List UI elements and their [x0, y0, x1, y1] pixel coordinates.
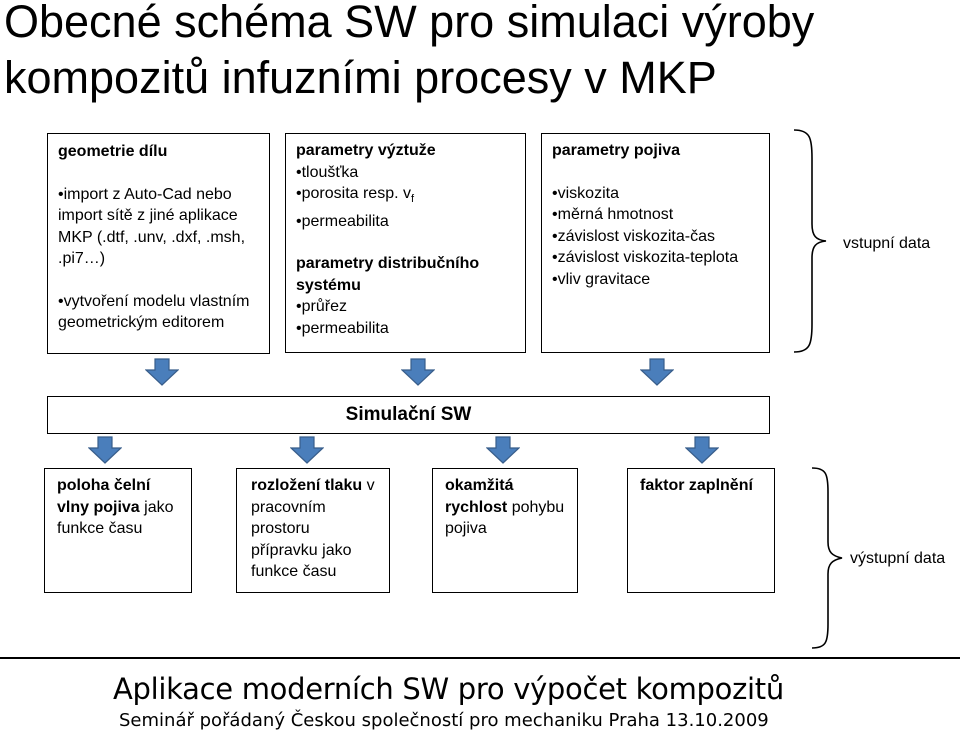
simulation-box — [47, 396, 770, 434]
footer-title: Aplikace moderních SW pro výpočet kompozitů — [113, 672, 784, 706]
viscosity-temperature-item: • závislost viskozita-teplota — [552, 247, 759, 269]
output-box-velocity — [432, 468, 578, 593]
output-bold-text: rozložení tlaku — [251, 477, 363, 494]
output-bold-text: okamžitá rychlost — [445, 477, 514, 516]
porosity-text: porosita resp. v — [301, 185, 411, 202]
output-bold-text: faktor zaplnění — [640, 477, 753, 494]
resin-input-box — [541, 133, 770, 353]
output-box-wavefront — [44, 468, 192, 593]
arrow-down-icon — [290, 436, 324, 464]
arrow-down-icon — [88, 436, 122, 464]
slide-title: Obecné schéma SW pro simulaci výroby kompozitů infuzními procesy v MKP — [4, 0, 815, 103]
resin-heading: parametry pojiva — [552, 142, 681, 159]
output-data-label: výstupní data — [850, 550, 946, 567]
geometry-input-box — [47, 133, 270, 354]
gravity-item: • vliv gravitace — [552, 269, 759, 291]
distribution-heading: parametry distribučního systému — [296, 255, 480, 294]
arrow-down-icon — [640, 358, 674, 386]
arrow-down-icon — [486, 436, 520, 464]
arrow-down-icon — [685, 436, 719, 464]
footer-subtitle: Seminář pořádaný Českou společností pro mechaniku Praha 13.10.2009 — [119, 710, 769, 731]
output-box-pressure — [236, 468, 390, 593]
thickness-item: • tloušťka — [296, 162, 515, 184]
permeability-item: • permeabilita — [296, 211, 515, 233]
output-box-fill-factor — [627, 468, 775, 593]
reinforcement-heading: parametry výztuže — [296, 142, 436, 159]
arrow-down-icon — [401, 358, 435, 386]
viscosity-item: • viskozita — [552, 183, 759, 205]
geometry-import-item: • import z Auto-Cad nebo import sítě z jiné aplikace MKP (.dtf, .unv, .dxf, .msh, .pi7…) — [58, 184, 259, 270]
porosity-subscript: f — [411, 193, 415, 206]
simulation-label: Simulační SW — [345, 404, 472, 425]
output-normal-text: pohybu pojiva — [445, 498, 565, 537]
output-bold-text: poloha čelní vlny pojiva — [57, 477, 151, 516]
density-item: • měrná hmotnost — [552, 204, 759, 226]
output-normal-text: jako funkce času — [57, 498, 174, 537]
distribution-permeability-item: • permeabilita — [296, 318, 515, 340]
output-brace — [808, 466, 848, 650]
input-brace — [790, 128, 830, 354]
cross-section-item: • průřez — [296, 296, 515, 318]
geometry-heading: geometrie dílu — [58, 143, 168, 160]
output-normal-text: v pracovním prostoru přípravku jako funkce času — [251, 477, 375, 580]
reinforcement-input-box — [285, 133, 526, 353]
input-data-label: vstupní data — [843, 235, 931, 252]
arrow-down-icon — [145, 358, 179, 386]
viscosity-time-item: • závislost viskozita-čas — [552, 226, 759, 248]
porosity-item — [296, 183, 515, 211]
geometry-editor-item: • vytvoření modelu vlastním geometrickým editorem — [58, 291, 259, 334]
